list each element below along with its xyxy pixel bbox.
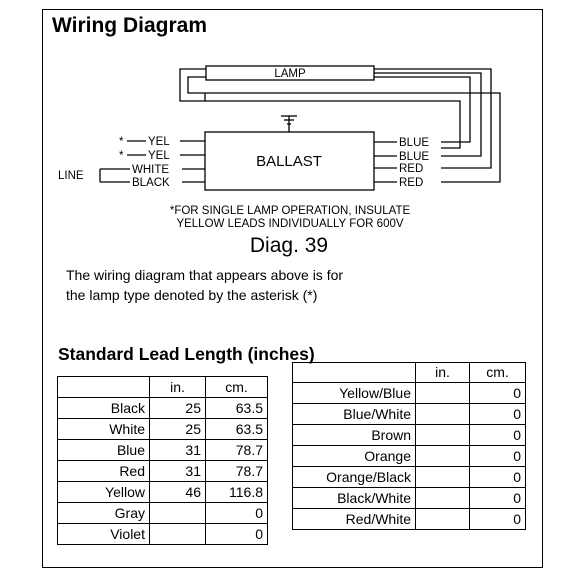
header-cell-cm: cm. (206, 377, 268, 398)
lead-cm: 0 (470, 425, 526, 446)
lead-blue-1: BLUE (399, 137, 430, 149)
table-row (293, 404, 526, 425)
lead-cm: 0 (206, 503, 268, 524)
lamp-wire-blue-1 (374, 77, 470, 142)
header-cell (58, 377, 150, 398)
lead-color: White (58, 419, 150, 440)
note-line-2: the lamp type denoted by the asterisk (*) (66, 287, 318, 303)
lead-cm: 0 (470, 488, 526, 509)
lead-blue-2: BLUE (399, 151, 430, 163)
lead-color: Blue/White (293, 404, 416, 425)
lead-cm: 63.5 (206, 419, 268, 440)
lead-cm: 0 (470, 404, 526, 425)
lead-inches (416, 509, 470, 530)
lead-color: Red/White (293, 509, 416, 530)
diagram-note (66, 265, 343, 305)
footnote-line-1: *FOR SINGLE LAMP OPERATION, INSULATE (169, 205, 411, 217)
table-row (293, 467, 526, 488)
table-row (58, 482, 268, 503)
lead-length-table-right (292, 362, 526, 530)
lamp-label: LAMP (274, 68, 306, 80)
diagram-number: Diag. 39 (249, 234, 329, 257)
table-row (58, 440, 268, 461)
asterisk-1: * (119, 136, 124, 148)
lead-inches: 31 (150, 440, 206, 461)
lead-inches (416, 404, 470, 425)
note-line-1: The wiring diagram that appears above is for (66, 267, 344, 283)
lead-yel-2: YEL (148, 150, 170, 162)
table-row (293, 383, 526, 404)
lead-color: Violet (58, 524, 150, 545)
lamp-wire-left-inner (188, 77, 206, 93)
header-cell-in: in. (416, 363, 470, 383)
table-row (293, 488, 526, 509)
table-row (58, 524, 268, 545)
table-row (293, 425, 526, 446)
lead-cm: 0 (470, 509, 526, 530)
table-row (293, 446, 526, 467)
lead-cm: 78.7 (206, 461, 268, 482)
lead-color: Blue (58, 440, 150, 461)
wiring-diagram (0, 0, 582, 260)
page-title: Wiring Diagram (52, 14, 207, 37)
lead-black: BLACK (132, 177, 170, 189)
lead-inches: 25 (150, 398, 206, 419)
lead-white: WHITE (132, 164, 170, 176)
table-header-row (58, 377, 268, 398)
section-title: Standard Lead Length (inches) (58, 344, 315, 364)
lead-color: Black (58, 398, 150, 419)
lead-inches (416, 488, 470, 509)
lead-color: Yellow (58, 482, 150, 503)
lead-inches: 31 (150, 461, 206, 482)
asterisk-2: * (119, 150, 124, 162)
lead-cm: 0 (470, 446, 526, 467)
lead-color: Brown (293, 425, 416, 446)
lead-cm: 0 (470, 467, 526, 488)
table-row (58, 398, 268, 419)
lamp-wire-red-1 (374, 69, 491, 168)
lead-cm: 63.5 (206, 398, 268, 419)
header-cell-in: in. (150, 377, 206, 398)
lead-inches (416, 467, 470, 488)
lead-color: Black/White (293, 488, 416, 509)
line-label: LINE (58, 170, 84, 182)
table-row (58, 461, 268, 482)
lead-inches: 46 (150, 482, 206, 503)
lead-color: Orange (293, 446, 416, 467)
table-row (293, 509, 526, 530)
table-header-row (293, 363, 526, 383)
header-cell-cm: cm. (470, 363, 526, 383)
lamp-wire-left-outer (180, 69, 206, 101)
lead-inches: 25 (150, 419, 206, 440)
lead-color: Orange/Black (293, 467, 416, 488)
table-row (58, 419, 268, 440)
table-row (58, 503, 268, 524)
lead-inches (150, 503, 206, 524)
lead-color: Red (58, 461, 150, 482)
header-cell (293, 363, 416, 383)
lead-cm: 0 (206, 524, 268, 545)
lead-inches (416, 446, 470, 467)
lead-length-table-left (57, 376, 268, 545)
lead-yel-1: YEL (148, 136, 170, 148)
lead-cm: 116.8 (206, 482, 268, 503)
lead-inches (416, 383, 470, 404)
lead-color: Gray (58, 503, 150, 524)
lead-color: Yellow/Blue (293, 383, 416, 404)
lead-red-1: RED (399, 163, 424, 175)
lead-inches (150, 524, 206, 545)
ballast-label: BALLAST (256, 153, 322, 170)
lead-inches (416, 425, 470, 446)
footnote-line-2: YELLOW LEADS INDIVIDUALLY FOR 600V (176, 218, 404, 230)
lead-cm: 0 (470, 383, 526, 404)
lead-cm: 78.7 (206, 440, 268, 461)
lead-red-2: RED (399, 177, 424, 189)
